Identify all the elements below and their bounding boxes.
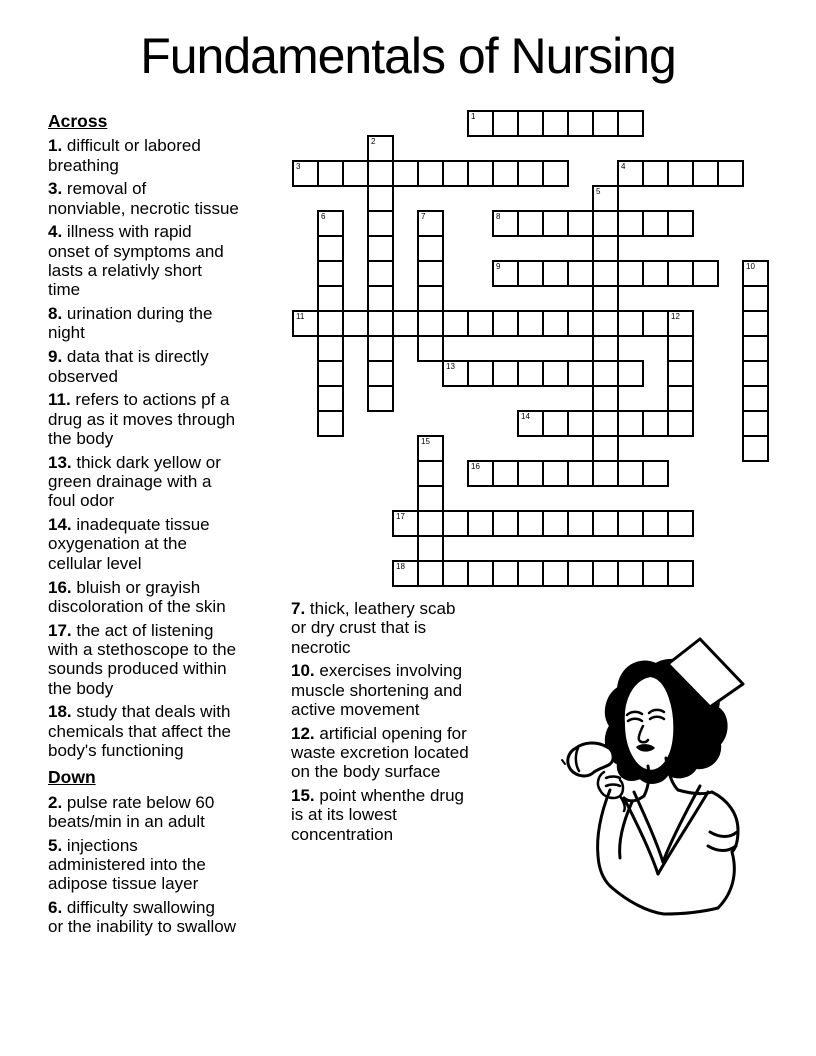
clue-number: 1. bbox=[48, 136, 63, 156]
grid-cell-8-6[interactable] bbox=[492, 260, 519, 287]
grid-cell-13-4[interactable] bbox=[617, 210, 644, 237]
grid-cell-12-9[interactable] bbox=[592, 335, 619, 362]
grid-cell-8-10[interactable] bbox=[492, 360, 519, 387]
clue-13: 13. thick dark yellow or green drainage with a foul odor bbox=[48, 452, 221, 511]
clue-9: 9. data that is directly observed bbox=[48, 347, 209, 386]
clue-6: 6. difficulty swallowing or the inability to swallow bbox=[48, 897, 237, 937]
clue-number: 15. bbox=[291, 786, 315, 806]
clue-1: 1. difficult or labored breathing bbox=[48, 136, 201, 175]
grid-cell-12-14[interactable] bbox=[592, 460, 619, 487]
clue-number: 8. bbox=[48, 304, 63, 324]
grid-cell-1-10[interactable] bbox=[317, 360, 344, 387]
grid-cell-7-18[interactable] bbox=[467, 560, 494, 587]
grid-cell-11-8[interactable] bbox=[567, 310, 594, 337]
grid-cell-8-8[interactable] bbox=[492, 310, 519, 337]
grid-cell-3-6[interactable] bbox=[367, 260, 394, 287]
grid-cell-6-2[interactable] bbox=[442, 160, 469, 187]
grid-cell-5-13[interactable] bbox=[417, 435, 444, 462]
grid-cell-11-0[interactable] bbox=[567, 110, 594, 137]
clue-2: 2. pulse rate below 60 beats/min in an adult bbox=[48, 792, 215, 831]
grid-cell-7-0[interactable] bbox=[467, 110, 494, 137]
grid-cell-10-12[interactable] bbox=[542, 410, 569, 437]
clue-column-left bbox=[48, 112, 296, 941]
grid-number-10: 10 bbox=[746, 262, 755, 271]
grid-cell-9-18[interactable] bbox=[517, 560, 544, 587]
grid-cell-10-4[interactable] bbox=[542, 210, 569, 237]
grid-cell-8-16[interactable] bbox=[492, 510, 519, 537]
grid-cell-14-18[interactable] bbox=[642, 560, 669, 587]
clue-12: 12. artificial opening for waste excretion located on the body surface bbox=[291, 723, 469, 782]
grid-cell-11-14[interactable] bbox=[567, 460, 594, 487]
grid-cell-1-9[interactable] bbox=[317, 335, 344, 362]
grid-cell-13-16[interactable] bbox=[617, 510, 644, 537]
grid-cell-14-2[interactable] bbox=[642, 160, 669, 187]
grid-cell-5-8[interactable] bbox=[417, 310, 444, 337]
grid-cell-3-4[interactable] bbox=[367, 210, 394, 237]
grid-cell-13-0[interactable] bbox=[617, 110, 644, 137]
grid-cell-7-2[interactable] bbox=[467, 160, 494, 187]
grid-cell-5-4[interactable] bbox=[417, 210, 444, 237]
grid-number-2: 2 bbox=[371, 137, 376, 146]
grid-cell-14-16[interactable] bbox=[642, 510, 669, 537]
grid-cell-2-8[interactable] bbox=[342, 310, 369, 337]
grid-cell-0-8[interactable] bbox=[292, 310, 319, 337]
grid-cell-10-2[interactable] bbox=[542, 160, 569, 187]
grid-cell-12-8[interactable] bbox=[592, 310, 619, 337]
grid-cell-5-5[interactable] bbox=[417, 235, 444, 262]
grid-cell-9-6[interactable] bbox=[517, 260, 544, 287]
grid-cell-13-14[interactable] bbox=[617, 460, 644, 487]
grid-cell-15-9[interactable] bbox=[667, 335, 694, 362]
grid-cell-16-2[interactable] bbox=[692, 160, 719, 187]
clue-4: 4. illness with rapid onset of symptoms and lasts a relativly short time bbox=[48, 222, 224, 300]
page-title: Fundamentals of Nursing bbox=[140, 28, 676, 84]
grid-cell-10-10[interactable] bbox=[542, 360, 569, 387]
grid-cell-12-6[interactable] bbox=[592, 260, 619, 287]
grid-cell-9-2[interactable] bbox=[517, 160, 544, 187]
grid-number-11: 11 bbox=[296, 312, 305, 321]
clue-number: 10. bbox=[291, 661, 315, 681]
grid-cell-11-12[interactable] bbox=[567, 410, 594, 437]
grid-cell-10-16[interactable] bbox=[542, 510, 569, 537]
grid-cell-4-2[interactable] bbox=[392, 160, 419, 187]
grid-cell-12-7[interactable] bbox=[592, 285, 619, 312]
clue-number: 14. bbox=[48, 515, 72, 535]
clue-number: 18. bbox=[48, 702, 72, 722]
grid-cell-9-12[interactable] bbox=[517, 410, 544, 437]
grid-cell-6-8[interactable] bbox=[442, 310, 469, 337]
grid-cell-11-4[interactable] bbox=[567, 210, 594, 237]
grid-number-4: 4 bbox=[621, 162, 626, 171]
grid-cell-18-13[interactable] bbox=[742, 435, 769, 462]
grid-cell-3-2[interactable] bbox=[367, 160, 394, 187]
grid-number-16: 16 bbox=[471, 462, 480, 471]
grid-cell-18-9[interactable] bbox=[742, 335, 769, 362]
grid-cell-13-12[interactable] bbox=[617, 410, 644, 437]
grid-cell-9-10[interactable] bbox=[517, 360, 544, 387]
grid-cell-12-0[interactable] bbox=[592, 110, 619, 137]
grid-cell-15-4[interactable] bbox=[667, 210, 694, 237]
grid-cell-8-18[interactable] bbox=[492, 560, 519, 587]
grid-cell-13-18[interactable] bbox=[617, 560, 644, 587]
clue-number: 9. bbox=[48, 347, 63, 367]
grid-cell-7-14[interactable] bbox=[467, 460, 494, 487]
clue-number: 4. bbox=[48, 222, 63, 242]
grid-cell-6-10[interactable] bbox=[442, 360, 469, 387]
grid-cell-1-5[interactable] bbox=[317, 235, 344, 262]
grid-cell-8-14[interactable] bbox=[492, 460, 519, 487]
clue-11: 11. refers to actions pf a drug as it moves through the body bbox=[48, 390, 236, 448]
grid-cell-6-18[interactable] bbox=[442, 560, 469, 587]
grid-cell-15-6[interactable] bbox=[667, 260, 694, 287]
clue-number: 2. bbox=[48, 792, 63, 812]
grid-cell-11-16[interactable] bbox=[567, 510, 594, 537]
grid-cell-18-7[interactable] bbox=[742, 285, 769, 312]
grid-cell-18-12[interactable] bbox=[742, 410, 769, 437]
grid-cell-5-17[interactable] bbox=[417, 535, 444, 562]
clue-number: 3. bbox=[48, 179, 63, 199]
grid-number-1: 1 bbox=[471, 112, 476, 121]
grid-cell-12-3[interactable] bbox=[592, 185, 619, 212]
grid-cell-1-6[interactable] bbox=[317, 260, 344, 287]
grid-cell-12-4[interactable] bbox=[592, 210, 619, 237]
clue-18: 18. study that deals with chemicals that affect the body's functioning bbox=[48, 702, 232, 760]
grid-cell-14-6[interactable] bbox=[642, 260, 669, 287]
grid-cell-11-6[interactable] bbox=[567, 260, 594, 287]
grid-cell-3-9[interactable] bbox=[367, 335, 394, 362]
grid-number-9: 9 bbox=[496, 262, 501, 271]
grid-cell-15-2[interactable] bbox=[667, 160, 694, 187]
grid-cell-10-8[interactable] bbox=[542, 310, 569, 337]
clue-number: 6. bbox=[48, 897, 63, 917]
grid-cell-3-5[interactable] bbox=[367, 235, 394, 262]
nurse-face bbox=[624, 676, 675, 771]
grid-number-13: 13 bbox=[446, 362, 455, 371]
clue-number: 17. bbox=[48, 620, 72, 640]
grid-cell-9-16[interactable] bbox=[517, 510, 544, 537]
grid-cell-15-16[interactable] bbox=[667, 510, 694, 537]
grid-cell-7-10[interactable] bbox=[467, 360, 494, 387]
clue-number: 11. bbox=[48, 390, 71, 410]
grid-cell-9-0[interactable] bbox=[517, 110, 544, 137]
clue-3: 3. removal of nonviable, necrotic tissue bbox=[48, 179, 239, 218]
grid-cell-1-4[interactable] bbox=[317, 210, 344, 237]
grid-cell-15-12[interactable] bbox=[667, 410, 694, 437]
grid-cell-9-14[interactable] bbox=[517, 460, 544, 487]
grid-cell-2-2[interactable] bbox=[342, 160, 369, 187]
grid-cell-15-8[interactable] bbox=[667, 310, 694, 337]
grid-cell-10-18[interactable] bbox=[542, 560, 569, 587]
grid-cell-5-7[interactable] bbox=[417, 285, 444, 312]
grid-cell-18-8[interactable] bbox=[742, 310, 769, 337]
clue-5: 5. injections administered into the adipose tissue layer bbox=[48, 835, 206, 894]
grid-cell-12-11[interactable] bbox=[592, 385, 619, 412]
clue-7: 7. thick, leathery scab or dry crust that is necrotic bbox=[291, 599, 456, 657]
grid-cell-9-8[interactable] bbox=[517, 310, 544, 337]
grid-cell-1-11[interactable] bbox=[317, 385, 344, 412]
grid-cell-1-7[interactable] bbox=[317, 285, 344, 312]
grid-cell-8-2[interactable] bbox=[492, 160, 519, 187]
grid-number-17: 17 bbox=[396, 512, 405, 521]
grid-cell-14-8[interactable] bbox=[642, 310, 669, 337]
grid-cell-14-4[interactable] bbox=[642, 210, 669, 237]
grid-cell-14-14[interactable] bbox=[642, 460, 669, 487]
grid-cell-4-8[interactable] bbox=[392, 310, 419, 337]
grid-cell-1-12[interactable] bbox=[317, 410, 344, 437]
grid-cell-5-6[interactable] bbox=[417, 260, 444, 287]
grid-cell-5-15[interactable] bbox=[417, 485, 444, 512]
grid-cell-1-8[interactable] bbox=[317, 310, 344, 337]
grid-cell-3-1[interactable] bbox=[367, 135, 394, 162]
nurse-illustration bbox=[560, 620, 816, 940]
grid-cell-18-11[interactable] bbox=[742, 385, 769, 412]
crossword-grid bbox=[292, 110, 769, 587]
grid-cell-7-16[interactable] bbox=[467, 510, 494, 537]
grid-cell-3-8[interactable] bbox=[367, 310, 394, 337]
clue-14: 14. inadequate tissue oxygenation at the cellular level bbox=[48, 515, 210, 573]
grid-cell-9-4[interactable] bbox=[517, 210, 544, 237]
grid-cell-15-11[interactable] bbox=[667, 385, 694, 412]
grid-number-14: 14 bbox=[521, 412, 530, 421]
grid-cell-12-16[interactable] bbox=[592, 510, 619, 537]
grid-cell-10-14[interactable] bbox=[542, 460, 569, 487]
grid-cell-13-8[interactable] bbox=[617, 310, 644, 337]
grid-number-15: 15 bbox=[421, 437, 430, 446]
grid-cell-11-18[interactable] bbox=[567, 560, 594, 587]
grid-cell-6-16[interactable] bbox=[442, 510, 469, 537]
grid-cell-5-9[interactable] bbox=[417, 335, 444, 362]
clue-16: 16. bluish or grayish discoloration of the skin bbox=[48, 577, 226, 616]
across-clue-list bbox=[48, 136, 296, 760]
grid-number-7: 7 bbox=[421, 212, 426, 221]
grid-cell-11-10[interactable] bbox=[567, 360, 594, 387]
grid-cell-12-12[interactable] bbox=[592, 410, 619, 437]
clue-17: 17. the act of listening with a stethoscope to the sounds produced within the body bbox=[48, 620, 237, 698]
grid-cell-10-0[interactable] bbox=[542, 110, 569, 137]
grid-cell-15-10[interactable] bbox=[667, 360, 694, 387]
grid-cell-8-4[interactable] bbox=[492, 210, 519, 237]
grid-cell-17-2[interactable] bbox=[717, 160, 744, 187]
grid-number-18: 18 bbox=[396, 562, 405, 571]
grid-cell-12-5[interactable] bbox=[592, 235, 619, 262]
grid-cell-14-12[interactable] bbox=[642, 410, 669, 437]
clue-number: 13. bbox=[48, 452, 72, 472]
grid-cell-15-18[interactable] bbox=[667, 560, 694, 587]
grid-cell-5-18[interactable] bbox=[417, 560, 444, 587]
grid-number-8: 8 bbox=[496, 212, 501, 221]
grid-cell-16-6[interactable] bbox=[692, 260, 719, 287]
grid-cell-12-18[interactable] bbox=[592, 560, 619, 587]
grid-cell-3-7[interactable] bbox=[367, 285, 394, 312]
grid-number-3: 3 bbox=[296, 162, 301, 171]
grid-cell-8-0[interactable] bbox=[492, 110, 519, 137]
grid-cell-18-6[interactable] bbox=[742, 260, 769, 287]
grid-cell-7-8[interactable] bbox=[467, 310, 494, 337]
clue-15: 15. point whenthe drug is at its lowest concentration bbox=[291, 786, 464, 844]
grid-cell-3-11[interactable] bbox=[367, 385, 394, 412]
grid-number-5: 5 bbox=[596, 187, 601, 196]
clue-number: 5. bbox=[48, 835, 63, 855]
grid-cell-0-2[interactable] bbox=[292, 160, 319, 187]
down-clue-list bbox=[48, 793, 296, 937]
grid-cell-12-13[interactable] bbox=[592, 435, 619, 462]
across-heading: Across bbox=[48, 111, 108, 131]
grid-number-6: 6 bbox=[321, 212, 326, 221]
grid-cell-3-10[interactable] bbox=[367, 360, 394, 387]
grid-cell-4-16[interactable] bbox=[392, 510, 419, 537]
grid-cell-10-6[interactable] bbox=[542, 260, 569, 287]
grid-cell-3-3[interactable] bbox=[367, 185, 394, 212]
clue-number: 12. bbox=[291, 723, 315, 743]
grid-cell-5-2[interactable] bbox=[417, 160, 444, 187]
grid-cell-18-10[interactable] bbox=[742, 360, 769, 387]
clue-number: 16. bbox=[48, 577, 72, 597]
grid-cell-13-6[interactable] bbox=[617, 260, 644, 287]
clue-10: 10. exercises involving muscle shortening and active movement bbox=[291, 661, 463, 719]
grid-cell-5-14[interactable] bbox=[417, 460, 444, 487]
clue-number: 7. bbox=[291, 599, 306, 618]
grid-cell-13-2[interactable] bbox=[617, 160, 644, 187]
grid-cell-5-16[interactable] bbox=[417, 510, 444, 537]
grid-cell-12-10[interactable] bbox=[592, 360, 619, 387]
down-clue-list-continued bbox=[291, 599, 533, 849]
clue-8: 8. urination during the night bbox=[48, 304, 213, 343]
down-heading: Down bbox=[48, 767, 96, 788]
grid-cell-4-18[interactable] bbox=[392, 560, 419, 587]
grid-cell-13-10[interactable] bbox=[617, 360, 644, 387]
grid-cell-1-2[interactable] bbox=[317, 160, 344, 187]
grid-number-12: 12 bbox=[671, 312, 680, 321]
